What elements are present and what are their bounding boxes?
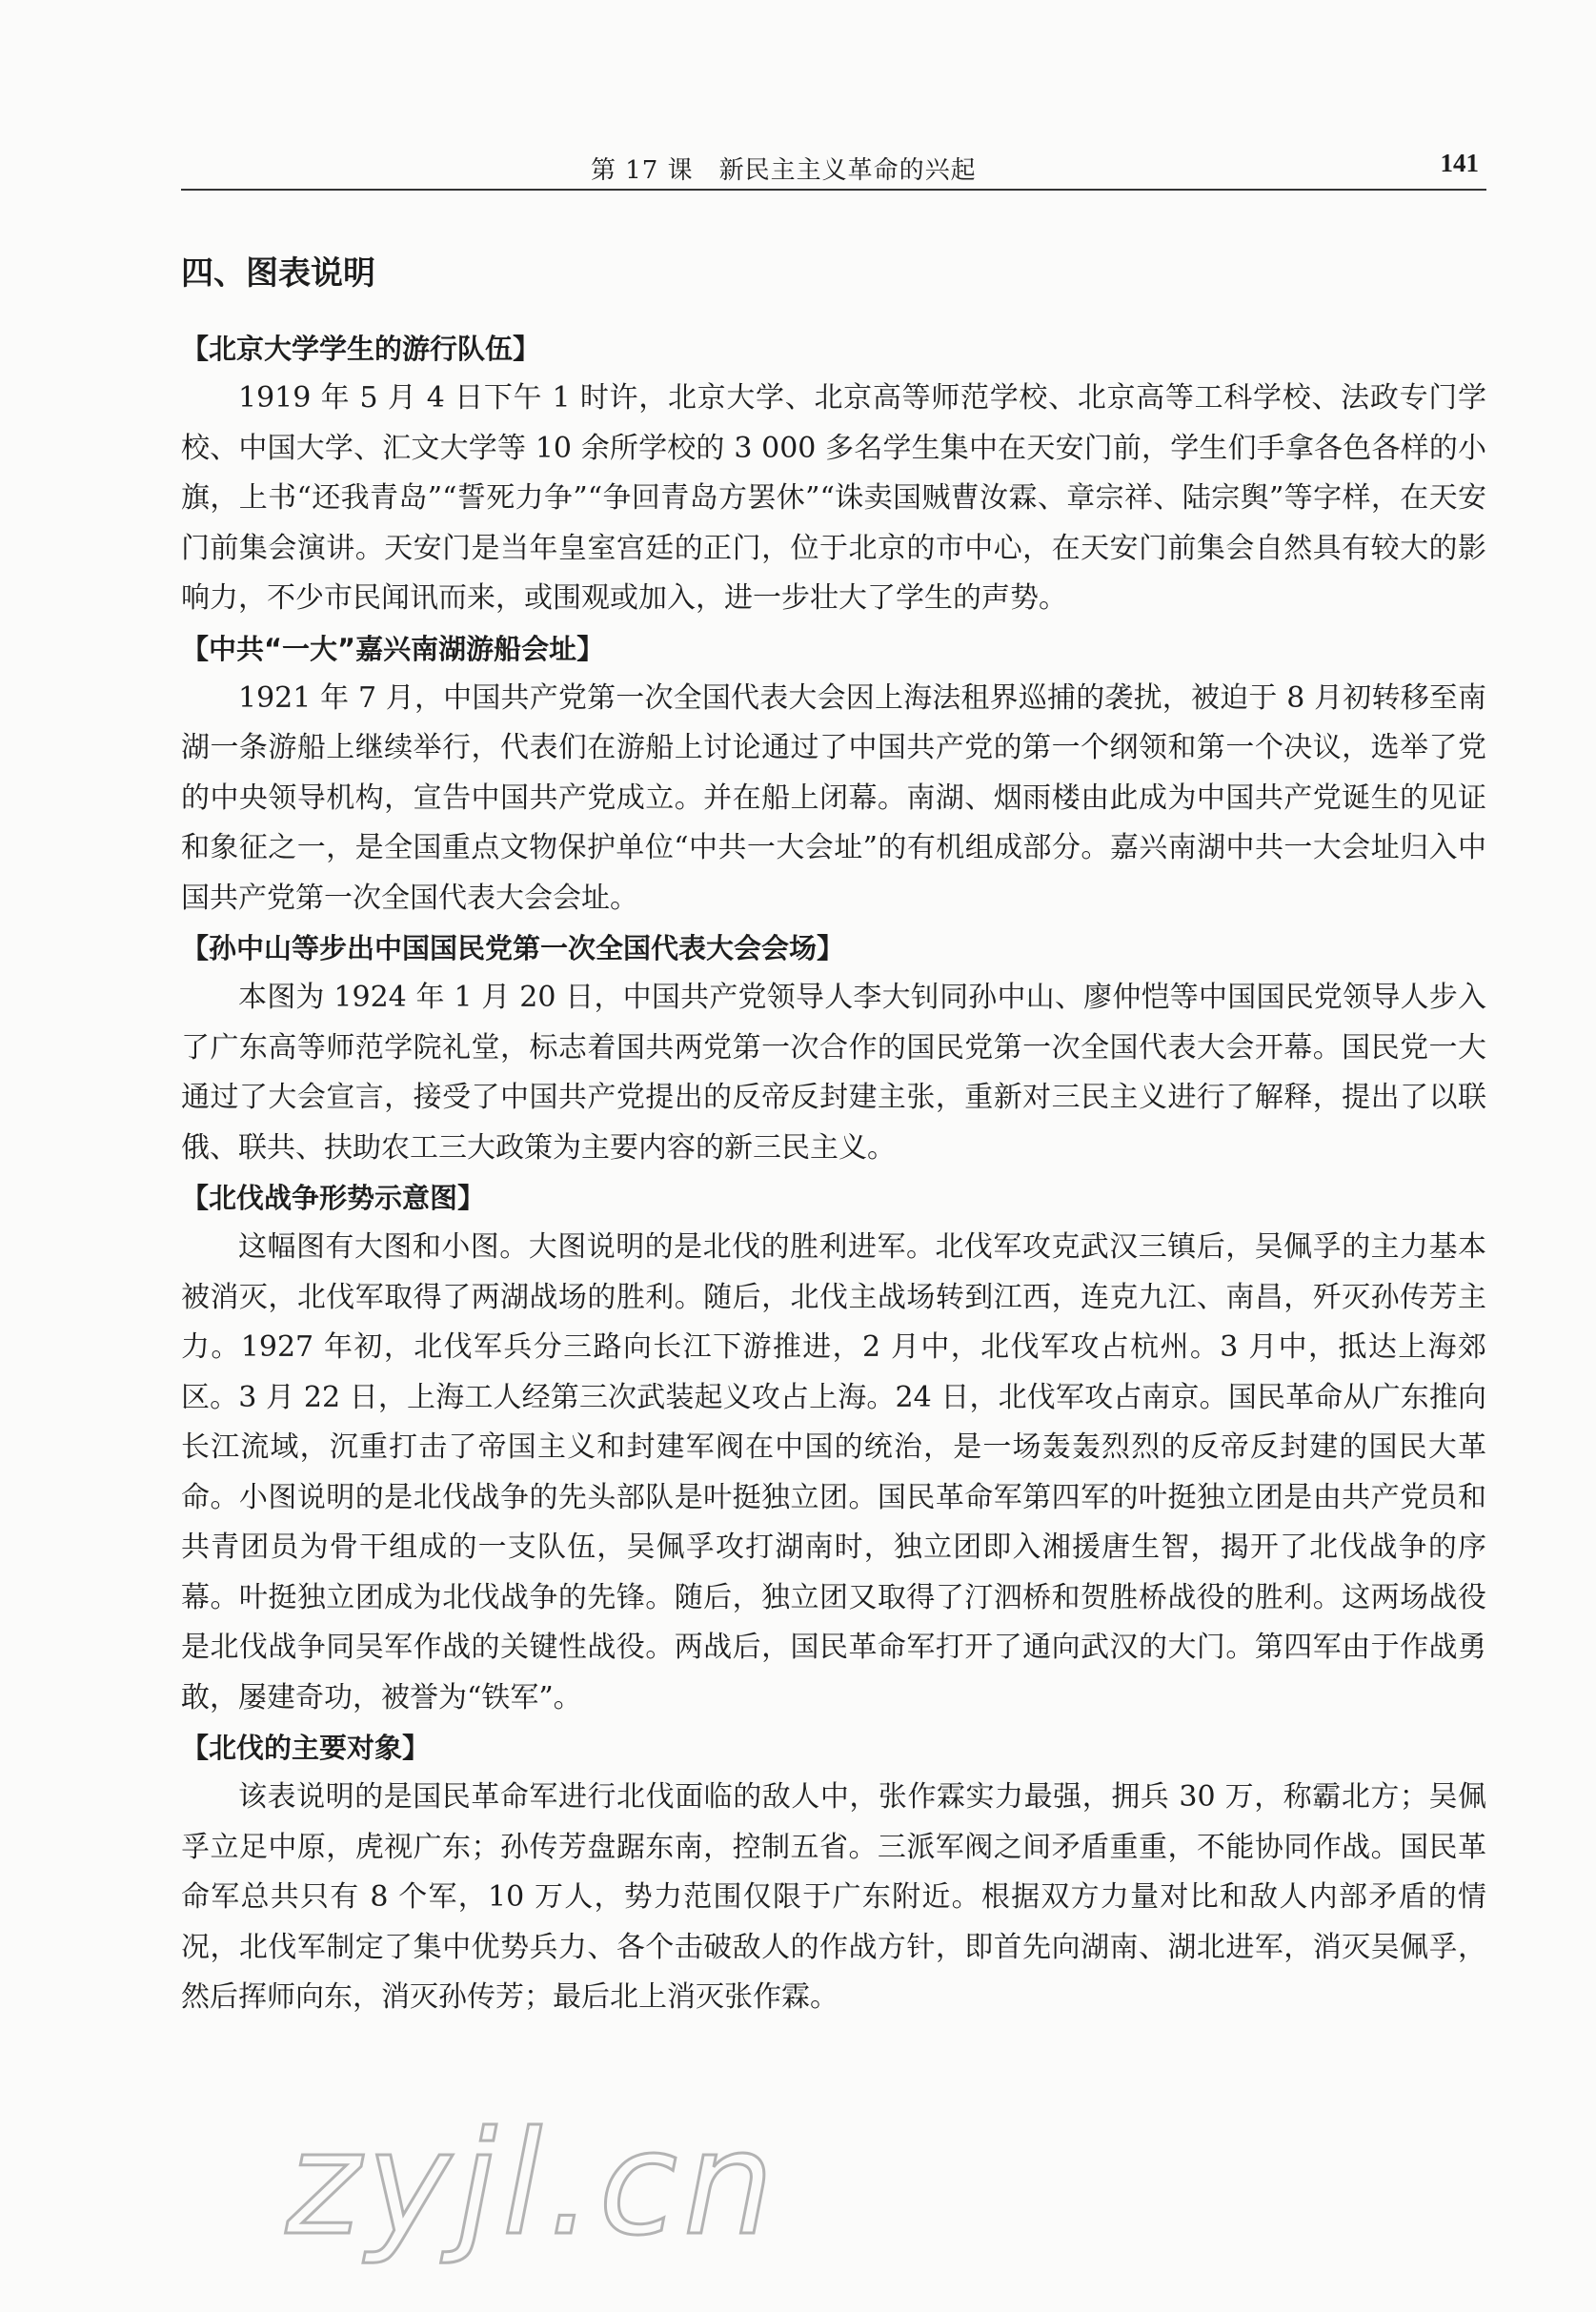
item-heading: 【北伐的主要对象】	[181, 1732, 431, 1764]
item-heading: 【北伐战争形势示意图】	[181, 1182, 486, 1214]
item-paragraph: 1921 年 7 月，中国共产党第一次全国代表大会因上海法租界巡捕的袭扰，被迫于 8 月初转移至南湖一条游船上继续举行，代表们在游船上讨论通过了中国共产党的第一个纲领和第一个决议，选举了党的中央领导机构，宣告中国共产党成立。并在船上闭幕。南湖、烟雨楼由此成为中国共产党诞生的见证和象征之一，是全国重点文物保护单位“中共一大会址”的有机组成部分。嘉兴南湖中共一大会址归入中国共产党第一次全国代表大会会址。	[181, 680, 1486, 915]
item-heading: 【中共“一大”嘉兴南湖游船会址】	[181, 632, 605, 665]
section-title: 四、图表说明	[181, 254, 375, 293]
item-northern-expedition-map	[181, 1173, 1486, 1723]
running-header-title: 第 17 课 新民主主义革命的兴起	[591, 156, 977, 185]
page-content	[181, 250, 1486, 2023]
item-paragraph: 该表说明的是国民革命军进行北伐面临的敌人中，张作霖实力最强，拥兵 30 万，称霸北方；吴佩孚立足中原，虎视广东；孙传芳盘踞东南，控制五省。三派军阀之间矛盾重重，不能协同作战。国民革命军总共只有 8 个军，10 万人，势力范围仅限于广东附近。根据双方力量对比和敌人内部矛盾的情况，北伐军制定了集中优势兵力、各个击破敌人的作战方针，即首先向湖南、湖北进军，消灭吴佩孚，然后挥师向东，消灭孙传芳；最后北上消灭张作霖。	[181, 1780, 1486, 2014]
item-kmt-first-congress	[181, 923, 1486, 1173]
item-northern-expedition-targets	[181, 1723, 1486, 2023]
item-paragraph: 这幅图有大图和小图。大图说明的是北伐的胜利进军。北伐军攻克武汉三镇后，吴佩孚的主力基本被消灭，北伐军取得了两湖战场的胜利。随后，北伐主战场转到江西，连克九江、南昌，歼灭孙传芳主力。1927 年初，北伐军兵分三路向长江下游推进，2 月中，北伐军攻占杭州。3 月中，抵达上海郊区。3 月 22 日，上海工人经第三次武装起义攻占上海。24 日，北伐军攻占南京。国民革命从广东推向长江流域，沉重打击了帝国主义和封建军阀在中国的统治，是一场轰轰烈烈的反帝反封建的国民大革命。小图说明的是北伐战争的先头部队是叶挺独立团。国民革命军第四军的叶挺独立团是由共产党员和共青团员为骨干组成的一支队伍，吴佩孚攻打湖南时，独立团即入湘援唐生智，揭开了北伐战争的序幕。叶挺独立团成为北伐战争的先锋。随后，独立团又取得了汀泗桥和贺胜桥战役的胜利。这两场战役是北伐战争同吴军作战的关键性战役。两战后，国民革命军打开了通向武汉的大门。第四军由于作战勇敢，屡建奇功，被誉为“铁军”。	[181, 1230, 1486, 1714]
item-heading: 【北京大学学生的游行队伍】	[181, 333, 541, 365]
watermark: zyjl.cn	[286, 2101, 780, 2267]
item-paragraph: 本图为 1924 年 1 月 20 日，中国共产党领导人李大钊同孙中山、廖仲恺等中国国民党领导人步入了广东高等师范学院礼堂，标志着国共两党第一次合作的国民党第一次全国代表大会开幕。国民党一大通过了大会宣言，接受了中国共产党提出的反帝反封建主张，重新对三民主义进行了解释，提出了以联俄、联共、扶助农工三大政策为主要内容的新三民主义。	[181, 981, 1486, 1165]
page-header	[181, 143, 1486, 191]
item-beijing-university-march	[181, 324, 1486, 624]
item-nanhu-boat-site	[181, 624, 1486, 924]
item-paragraph: 1919 年 5 月 4 日下午 1 时许，北京大学、北京高等师范学校、北京高等工科学校、法政专门学校、中国大学、汇文大学等 10 余所学校的 3 000 多名学生集中在天安门前，学生们手拿各色各样的小旗，上书“还我青岛”“誓死力争”“争回青岛方罢休”“诛卖国贼曹汝霖、章宗祥、陆宗舆”等字样，在天安门前集会演讲。天安门是当年皇室宫廷的正门，位于北京的市中心，在天安门前集会自然具有较大的影响力，不少市民闻讯而来，或围观或加入，进一步壮大了学生的声势。	[181, 381, 1486, 615]
item-heading: 【孙中山等步出中国国民党第一次全国代表大会会场】	[181, 932, 845, 964]
page-number: 141	[1440, 149, 1479, 177]
